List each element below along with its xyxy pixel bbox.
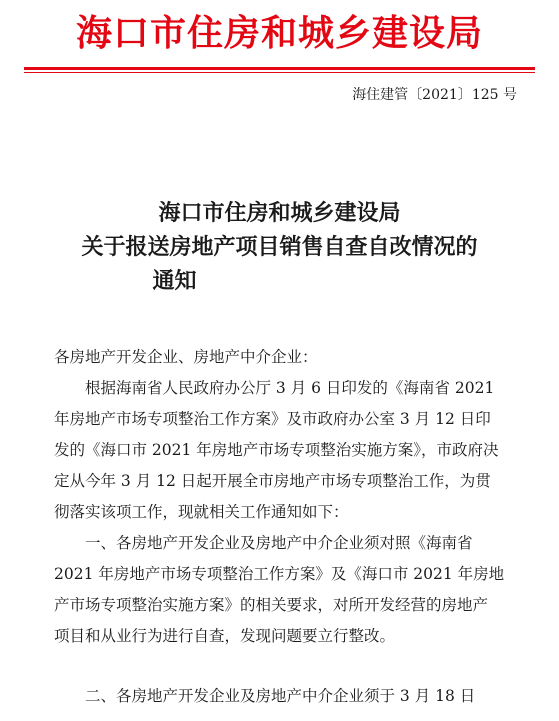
body-line: 项目和从业行为进行自查，发现问题要立行整改。: [54, 627, 396, 645]
red-rule: [24, 67, 535, 70]
agency-header: 海口市住房和城乡建设局: [75, 13, 483, 54]
title-line-1: 海口市住房和城乡建设局: [158, 200, 401, 226]
document-number: 海住建管〔2021〕125 号: [352, 87, 517, 103]
body-line: 各房地产开发企业、房地产中介企业：: [54, 348, 318, 366]
red-rule-thin: [24, 72, 535, 73]
title-line-2: 关于报送房地产项目销售自查自改情况的: [81, 234, 478, 260]
body-line: 年房地产市场专项整治工作方案》及市政府办公室 3 月 12 日印: [54, 410, 491, 428]
body-line: 产市场专项整治实施方案》的相关要求，对所开发经营的房地产: [54, 596, 489, 614]
body-line: 二、各房地产开发企业及房地产中介企业须于 3 月 18 日: [54, 687, 476, 705]
body-line: 发的《海口市 2021 年房地产市场专项整治实施方案》，市政府决: [54, 441, 499, 459]
body-line: 彻落实该项工作，现就相关工作通知如下：: [54, 503, 349, 521]
body-line: 根据海南省人民政府办公厅 3 月 6 日印发的《海南省 2021: [54, 379, 495, 397]
body-line: 定从今年 3 月 12 日起开展全市房地产市场专项整治工作，为贯: [54, 472, 491, 490]
title-line-3: 通知: [152, 268, 197, 294]
body-line: 2021 年房地产市场专项整治工作方案》及《海口市 2021 年房地: [54, 565, 505, 583]
body-line: 一、各房地产开发企业及房地产中介企业须对照《海南省: [54, 534, 473, 552]
